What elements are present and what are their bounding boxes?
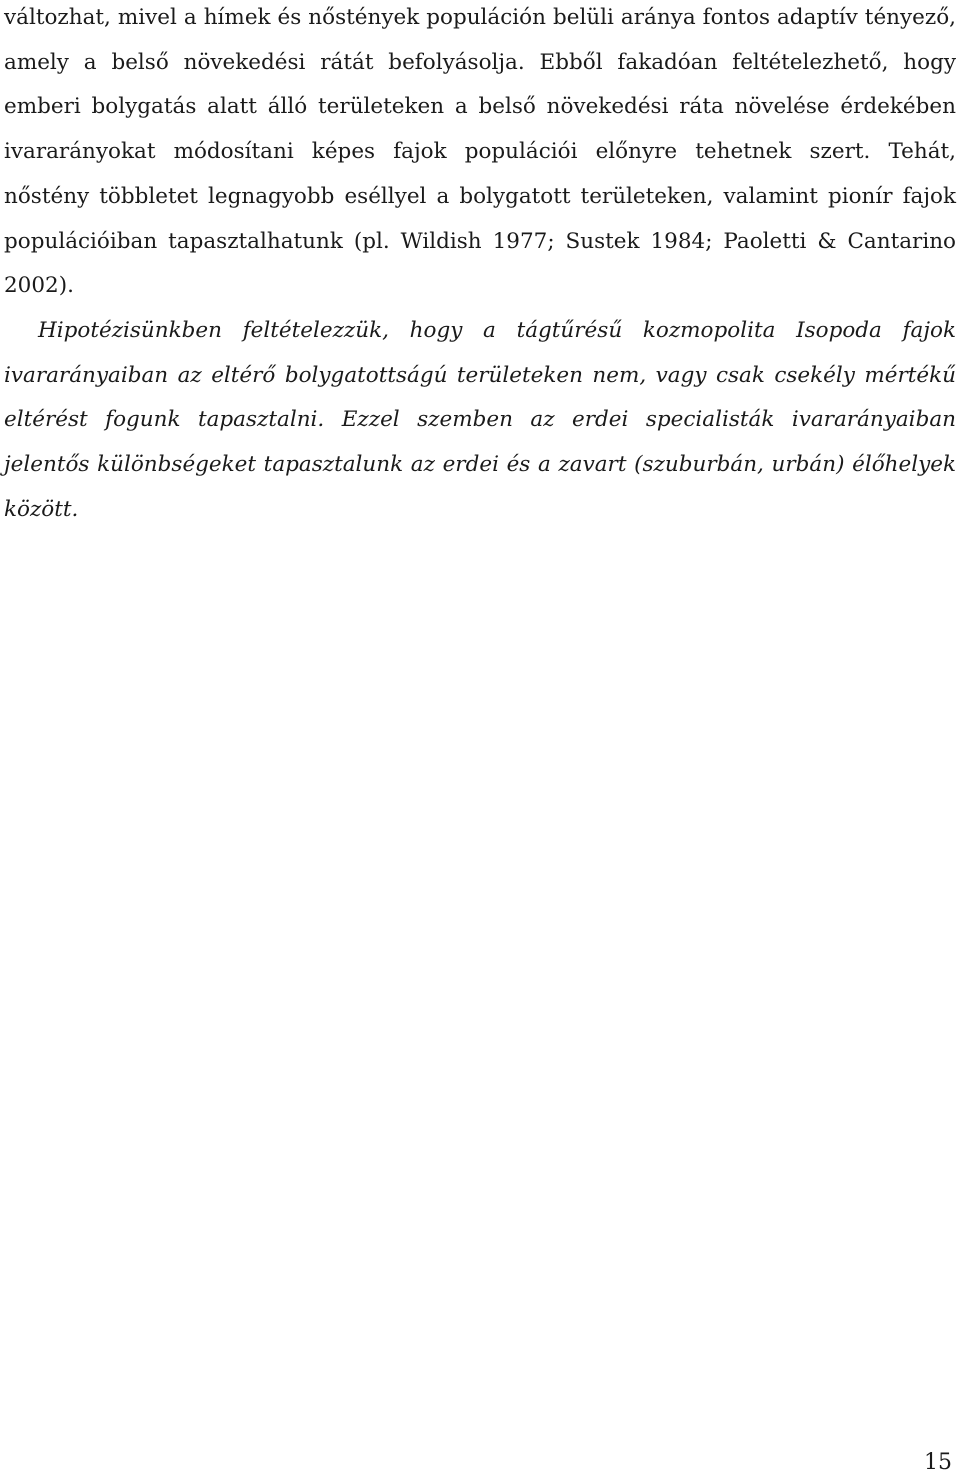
page-number: 15	[924, 1450, 952, 1475]
body-text	[4, 0, 956, 532]
paragraph-sex-ratio-background: változhat, mivel a hímek és nőstények populáción belüli aránya fontos adaptív tényező, amely a belső növekedési rátát befolyásolja. Ebből fakadóan feltételezhető, hogy emberi bolygatás alatt álló területeken a belső növekedési ráta növelése érdekében ivararányokat módosítani képes fajok populációi előnyre tehetnek szert. Tehát, nőstény többletet legnagyobb eséllyel a bolygatott területeken, valamint pionír fajok populációiban tapasztalhatunk (pl. Wildish 1977; Sustek 1984; Paoletti & Cantarino 2002).	[4, 5, 956, 299]
paragraph-hypothesis: Hipotézisünkben feltételezzük, hogy a tágtűrésű kozmopolita Isopoda fajok ivararányaiban az eltérő bolygatottságú területeken nem, vagy csak csekély mértékű eltérést fogunk tapasztalni. Ezzel szemben az erdei specialisták ivararányaiban jelentős különbségeket tapasztalunk az erdei és a zavart (szuburbán, urbán) élőhelyek között.	[4, 317, 956, 522]
